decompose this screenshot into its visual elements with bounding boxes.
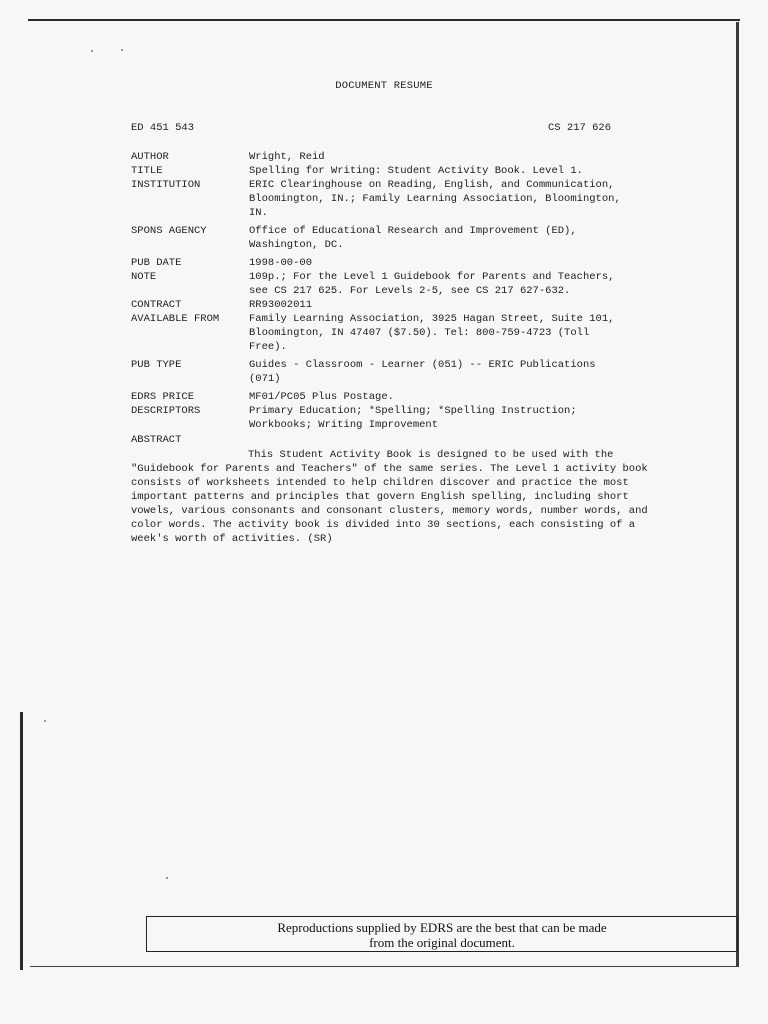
field-label: AVAILABLE FROM: [131, 313, 220, 325]
field-value: Office of Educational Research and Improvement (ED), Washington, DC.: [249, 225, 577, 251]
field-value: Wright, Reid: [249, 151, 325, 163]
field-label: DESCRIPTORS: [131, 405, 201, 417]
abstract-text: This Student Activity Book is designed to be used with the "Guidebook for Parents and Teachers" of the same series. The Level 1 activity book consists of worksheets intended to help children discover and practice the most important patterns and principles that govern English spelling, including short vowels, various consonants and consonant clusters, memory words, number words, and color words. The activity book is divided into 30 sections, each consisting of a week's worth of activities. (SR): [131, 449, 648, 545]
field-author: [131, 150, 691, 164]
scan-bottom-border: [30, 966, 738, 967]
field-label: CONTRACT: [131, 299, 182, 311]
scan-right-border: [736, 22, 739, 967]
reproduction-notice-line2: from the original document.: [369, 935, 515, 950]
scan-speck: [91, 50, 93, 52]
field-title: [131, 164, 691, 178]
abstract-heading: ABSTRACT: [131, 434, 182, 446]
field-value: 109p.; For the Level 1 Guidebook for Parents and Teachers, see CS 217 625. For Levels 2-5, see CS 217 627-632.: [249, 271, 615, 297]
field-value: RR93002011: [249, 299, 313, 311]
field-available-from: [131, 312, 691, 354]
reproduction-notice-line1: Reproductions supplied by EDRS are the best that can be made: [277, 920, 607, 935]
field-value: 1998-00-00: [249, 257, 313, 269]
field-label: PUB TYPE: [131, 359, 182, 371]
metadata-fields: [131, 150, 691, 432]
field-note: [131, 270, 691, 298]
field-label: SPONS AGENCY: [131, 225, 207, 237]
reproduction-notice: [146, 916, 738, 952]
field-label: NOTE: [131, 271, 157, 283]
field-value: Family Learning Association, 3925 Hagan Street, Suite 101, Bloomington, IN 47407 ($7.50). Tel: 800-759-4723 (Toll Free).: [249, 313, 615, 353]
scan-speck: [121, 49, 123, 51]
scan-speck: [44, 720, 46, 722]
field-label: PUB DATE: [131, 257, 182, 269]
field-value: Spelling for Writing: Student Activity Book. Level 1.: [249, 165, 583, 177]
cs-number: CS 217 626: [548, 122, 612, 134]
document-title: DOCUMENT RESUME: [335, 80, 433, 92]
field-edrs-price: [131, 390, 691, 404]
field-label: TITLE: [131, 165, 163, 177]
field-pub-date: [131, 256, 691, 270]
field-institution: [131, 178, 691, 220]
field-label: EDRS PRICE: [131, 391, 195, 403]
scan-speck: [166, 877, 168, 879]
field-label: AUTHOR: [131, 151, 169, 163]
field-descriptors: [131, 404, 691, 432]
field-pub-type: [131, 358, 691, 386]
scan-left-border: [20, 712, 23, 970]
ed-number: ED 451 543: [131, 122, 195, 134]
field-value: Guides - Classroom - Learner (051) -- ERIC Publications (071): [249, 359, 596, 385]
field-spons-agency: [131, 224, 691, 252]
field-contract: [131, 298, 691, 312]
field-value: Primary Education; *Spelling; *Spelling Instruction; Workbooks; Writing Improvement: [249, 405, 577, 431]
field-value: ERIC Clearinghouse on Reading, English, and Communication, Bloomington, IN.; Family Learning Association, Bloomington, IN.: [249, 179, 621, 219]
field-label: INSTITUTION: [131, 179, 201, 191]
field-value: MF01/PC05 Plus Postage.: [249, 391, 394, 403]
scan-top-border: [28, 19, 740, 21]
